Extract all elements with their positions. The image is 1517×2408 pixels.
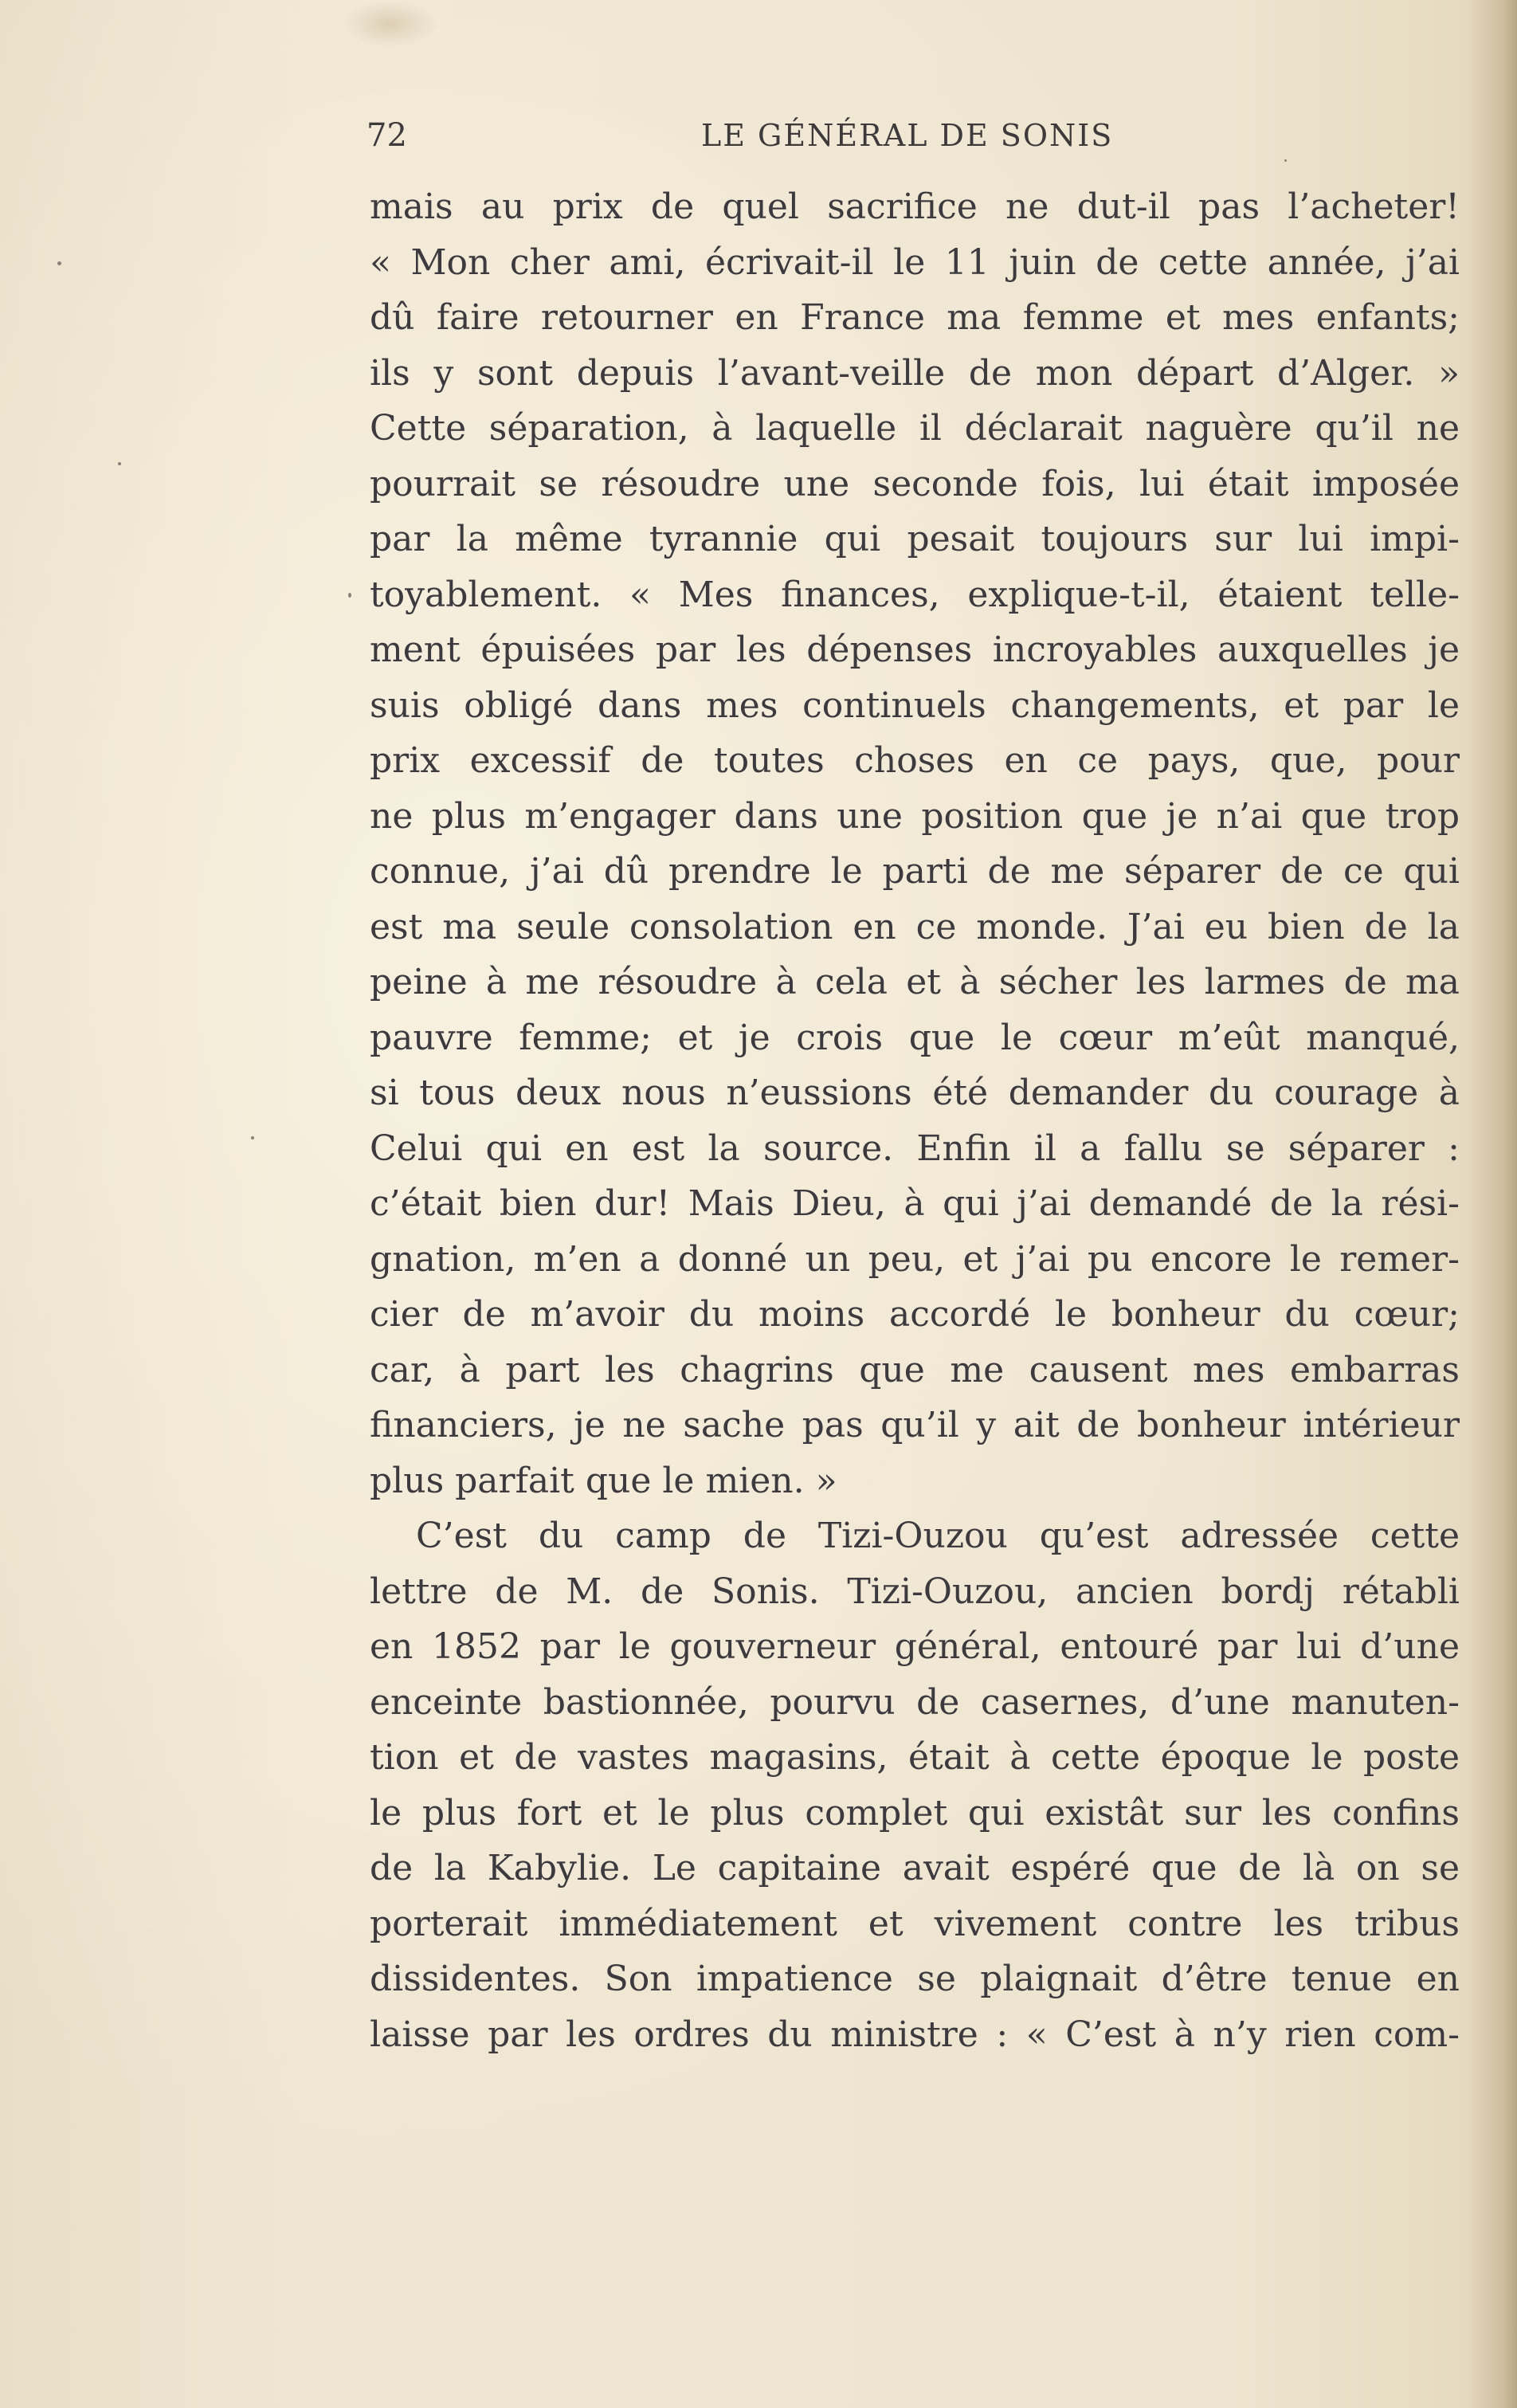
running-title: LE GÉNÉRAL DE SONIS [701, 118, 1114, 153]
text-line: dû faire retourner en France ma femme et mes enfants; [370, 297, 1460, 338]
text-line: car, à part les chagrins que me causent mes embarras [370, 1349, 1460, 1390]
text-line: prix excessif de toutes choses en ce pays, que, pour [370, 740, 1460, 781]
text-line: lettre de M. de Sonis. Tizi-Ouzou, ancien bordj rétabli [370, 1571, 1460, 1612]
text-line: toyablement. « Mes finances, explique-t-il, étaient telle- [370, 574, 1460, 615]
text-line: Celui qui en est la source. Enfin il a fallu se séparer : [370, 1128, 1460, 1169]
text-line: pauvre femme; et je crois que le cœur m’eût manqué, [370, 1017, 1460, 1058]
text-line: dissidentes. Son impatience se plaignait d’être tenue en [370, 1959, 1460, 1999]
text-line: ment épuisées par les dépenses incroyables auxquelles je [370, 629, 1460, 670]
text-line: enceinte bastionnée, pourvu de casernes, d’une manuten- [370, 1681, 1460, 1723]
paper-speck [1284, 159, 1287, 162]
paper-speck [57, 261, 61, 265]
paper-speck [118, 462, 121, 465]
paper-speck [348, 593, 351, 598]
running-header [367, 112, 1460, 159]
text-line: ne plus m’engager dans une position que je n’ai que trop [370, 795, 1460, 837]
text-line: Cette séparation, à laquelle il déclarait naguère qu’il ne [370, 408, 1460, 449]
text-line: en 1852 par le gouverneur général, entouré par lui d’une [370, 1626, 1460, 1667]
text-line: suis obligé dans mes continuels changements, et par le [370, 684, 1460, 726]
text-line: c’était bien dur! Mais Dieu, à qui j’ai demandé de la rési- [370, 1183, 1460, 1224]
text-line: « Mon cher ami, écrivait-il le 11 juin de cette année, j’ai [370, 241, 1460, 283]
page-edge-shadow [1469, 0, 1517, 2408]
paper-stain [343, 0, 438, 48]
text-line: porterait immédiatement et vivement contre les tribus [370, 1903, 1460, 1944]
text-line: cier de m’avoir du moins accordé le bonheur du cœur; [370, 1294, 1460, 1335]
text-line: financiers, je ne sache pas qu’il y ait de bonheur intérieur [370, 1405, 1460, 1445]
text-line: pourrait se résoudre une seconde fois, lui était imposée [370, 463, 1460, 504]
body-text [370, 179, 1460, 2062]
text-line: plus parfait que le mien. » [370, 1460, 837, 1501]
text-line: si tous deux nous n’eussions été demander du courage à [370, 1073, 1460, 1113]
text-line: de la Kabylie. Le capitaine avait espéré que de là on se [370, 1848, 1460, 1888]
paragraph-first-line: C’est du camp de Tizi-Ouzou qu’est adressée cette [416, 1516, 1460, 1556]
text-line: le plus fort et le plus complet qui existât sur les confins [370, 1792, 1460, 1833]
text-line: mais au prix de quel sacrifice ne dut-il pas l’acheter! [370, 186, 1460, 227]
text-line: peine à me résoudre à cela et à sécher les larmes de ma [370, 962, 1460, 1002]
text-line: est ma seule consolation en ce monde. J’ai eu bien de la [370, 906, 1460, 947]
text-line: par la même tyrannie qui pesait toujours sur lui impi- [370, 519, 1460, 559]
text-line: tion et de vastes magasins, était à cette époque le poste [370, 1737, 1460, 1778]
text-line: gnation, m’en a donné un peu, et j’ai pu encore le remer- [370, 1238, 1460, 1280]
text-line: laisse par les ordres du ministre : « C’est à n’y rien com- [370, 2014, 1460, 2055]
page-number: 72 [367, 117, 407, 154]
text-line: ils y sont depuis l’avant-veille de mon départ d’Alger. » [370, 352, 1460, 394]
text-line: connue, j’ai dû prendre le parti de me séparer de ce qui [370, 851, 1460, 892]
paper-speck [251, 1136, 254, 1139]
